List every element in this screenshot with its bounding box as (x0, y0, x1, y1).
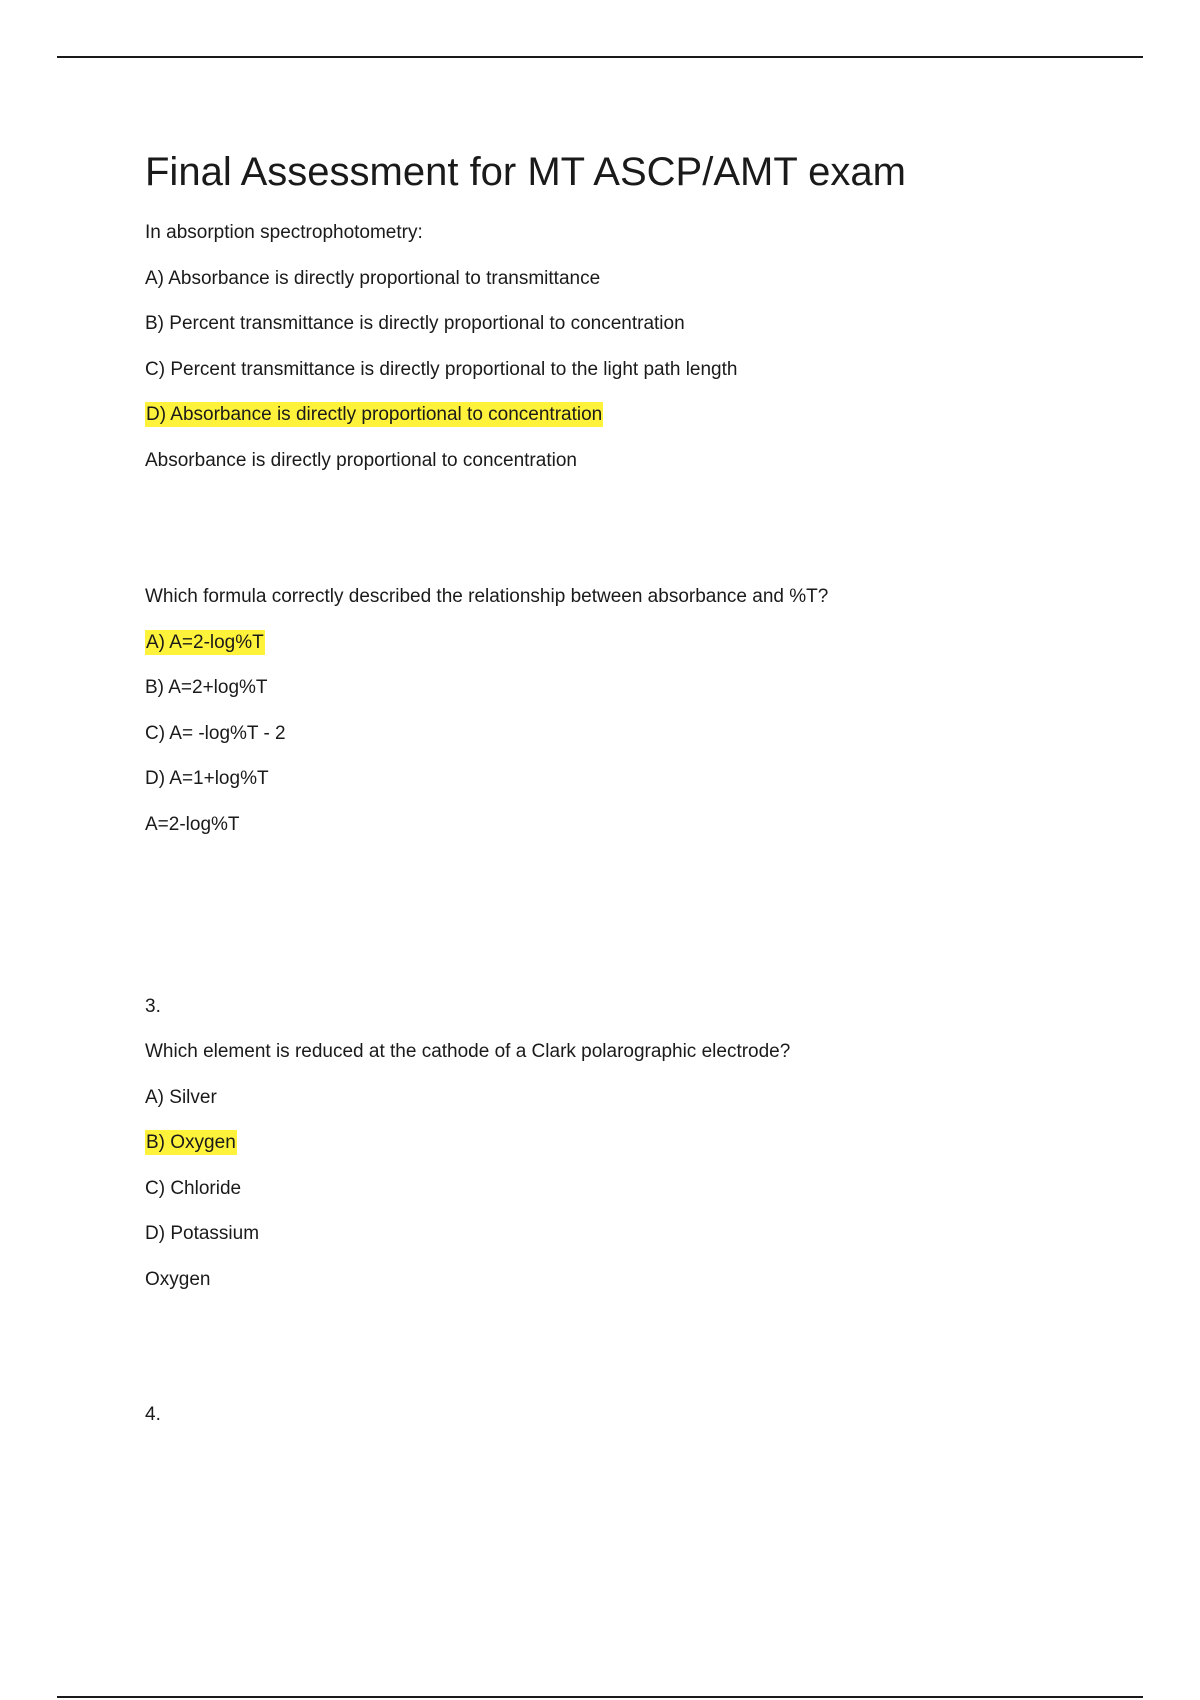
question-3-option-c: C) Chloride (145, 1178, 242, 1199)
answer-highlight: A) A=2-log%T (146, 632, 264, 653)
question-3-option-b-highlighted (145, 1128, 237, 1158)
question-3-prompt: Which element is reduced at the cathode of a Clark polarographic electrode? (145, 1041, 791, 1062)
question-2-option-a-highlighted (145, 628, 265, 658)
question-1-option-a: A) Absorbance is directly proportional to transmittance (145, 268, 601, 289)
question-3-option-d: D) Potassium (145, 1223, 260, 1244)
question-2-prompt: Which formula correctly described the relationship between absorbance and %T? (145, 586, 829, 607)
question-1-answer: Absorbance is directly proportional to concentration (145, 450, 577, 471)
footer-rule (57, 1696, 1143, 1698)
question-1-option-d-highlighted (145, 400, 603, 430)
question-2-answer: A=2-log%T (145, 814, 240, 835)
question-1-option-b: B) Percent transmittance is directly proportional to concentration (145, 313, 685, 334)
question-4-number: 4. (145, 1404, 161, 1425)
question-3-answer: Oxygen (145, 1269, 211, 1290)
question-2-option-d: D) A=1+log%T (145, 768, 269, 789)
question-3-number: 3. (145, 996, 161, 1017)
header-rule (57, 56, 1143, 58)
question-1-prompt: In absorption spectrophotometry: (145, 222, 423, 243)
question-2-option-b: B) A=2+log%T (145, 677, 268, 698)
question-3-option-a: A) Silver (145, 1087, 217, 1108)
answer-highlight: D) Absorbance is directly proportional to concentration (146, 404, 603, 425)
document-title: Final Assessment for MT ASCP/AMT exam (145, 150, 906, 194)
answer-highlight: B) Oxygen (146, 1132, 236, 1153)
question-2-option-c: C) A= -log%T - 2 (145, 723, 286, 744)
question-1-option-c: C) Percent transmittance is directly proportional to the light path length (145, 359, 738, 380)
